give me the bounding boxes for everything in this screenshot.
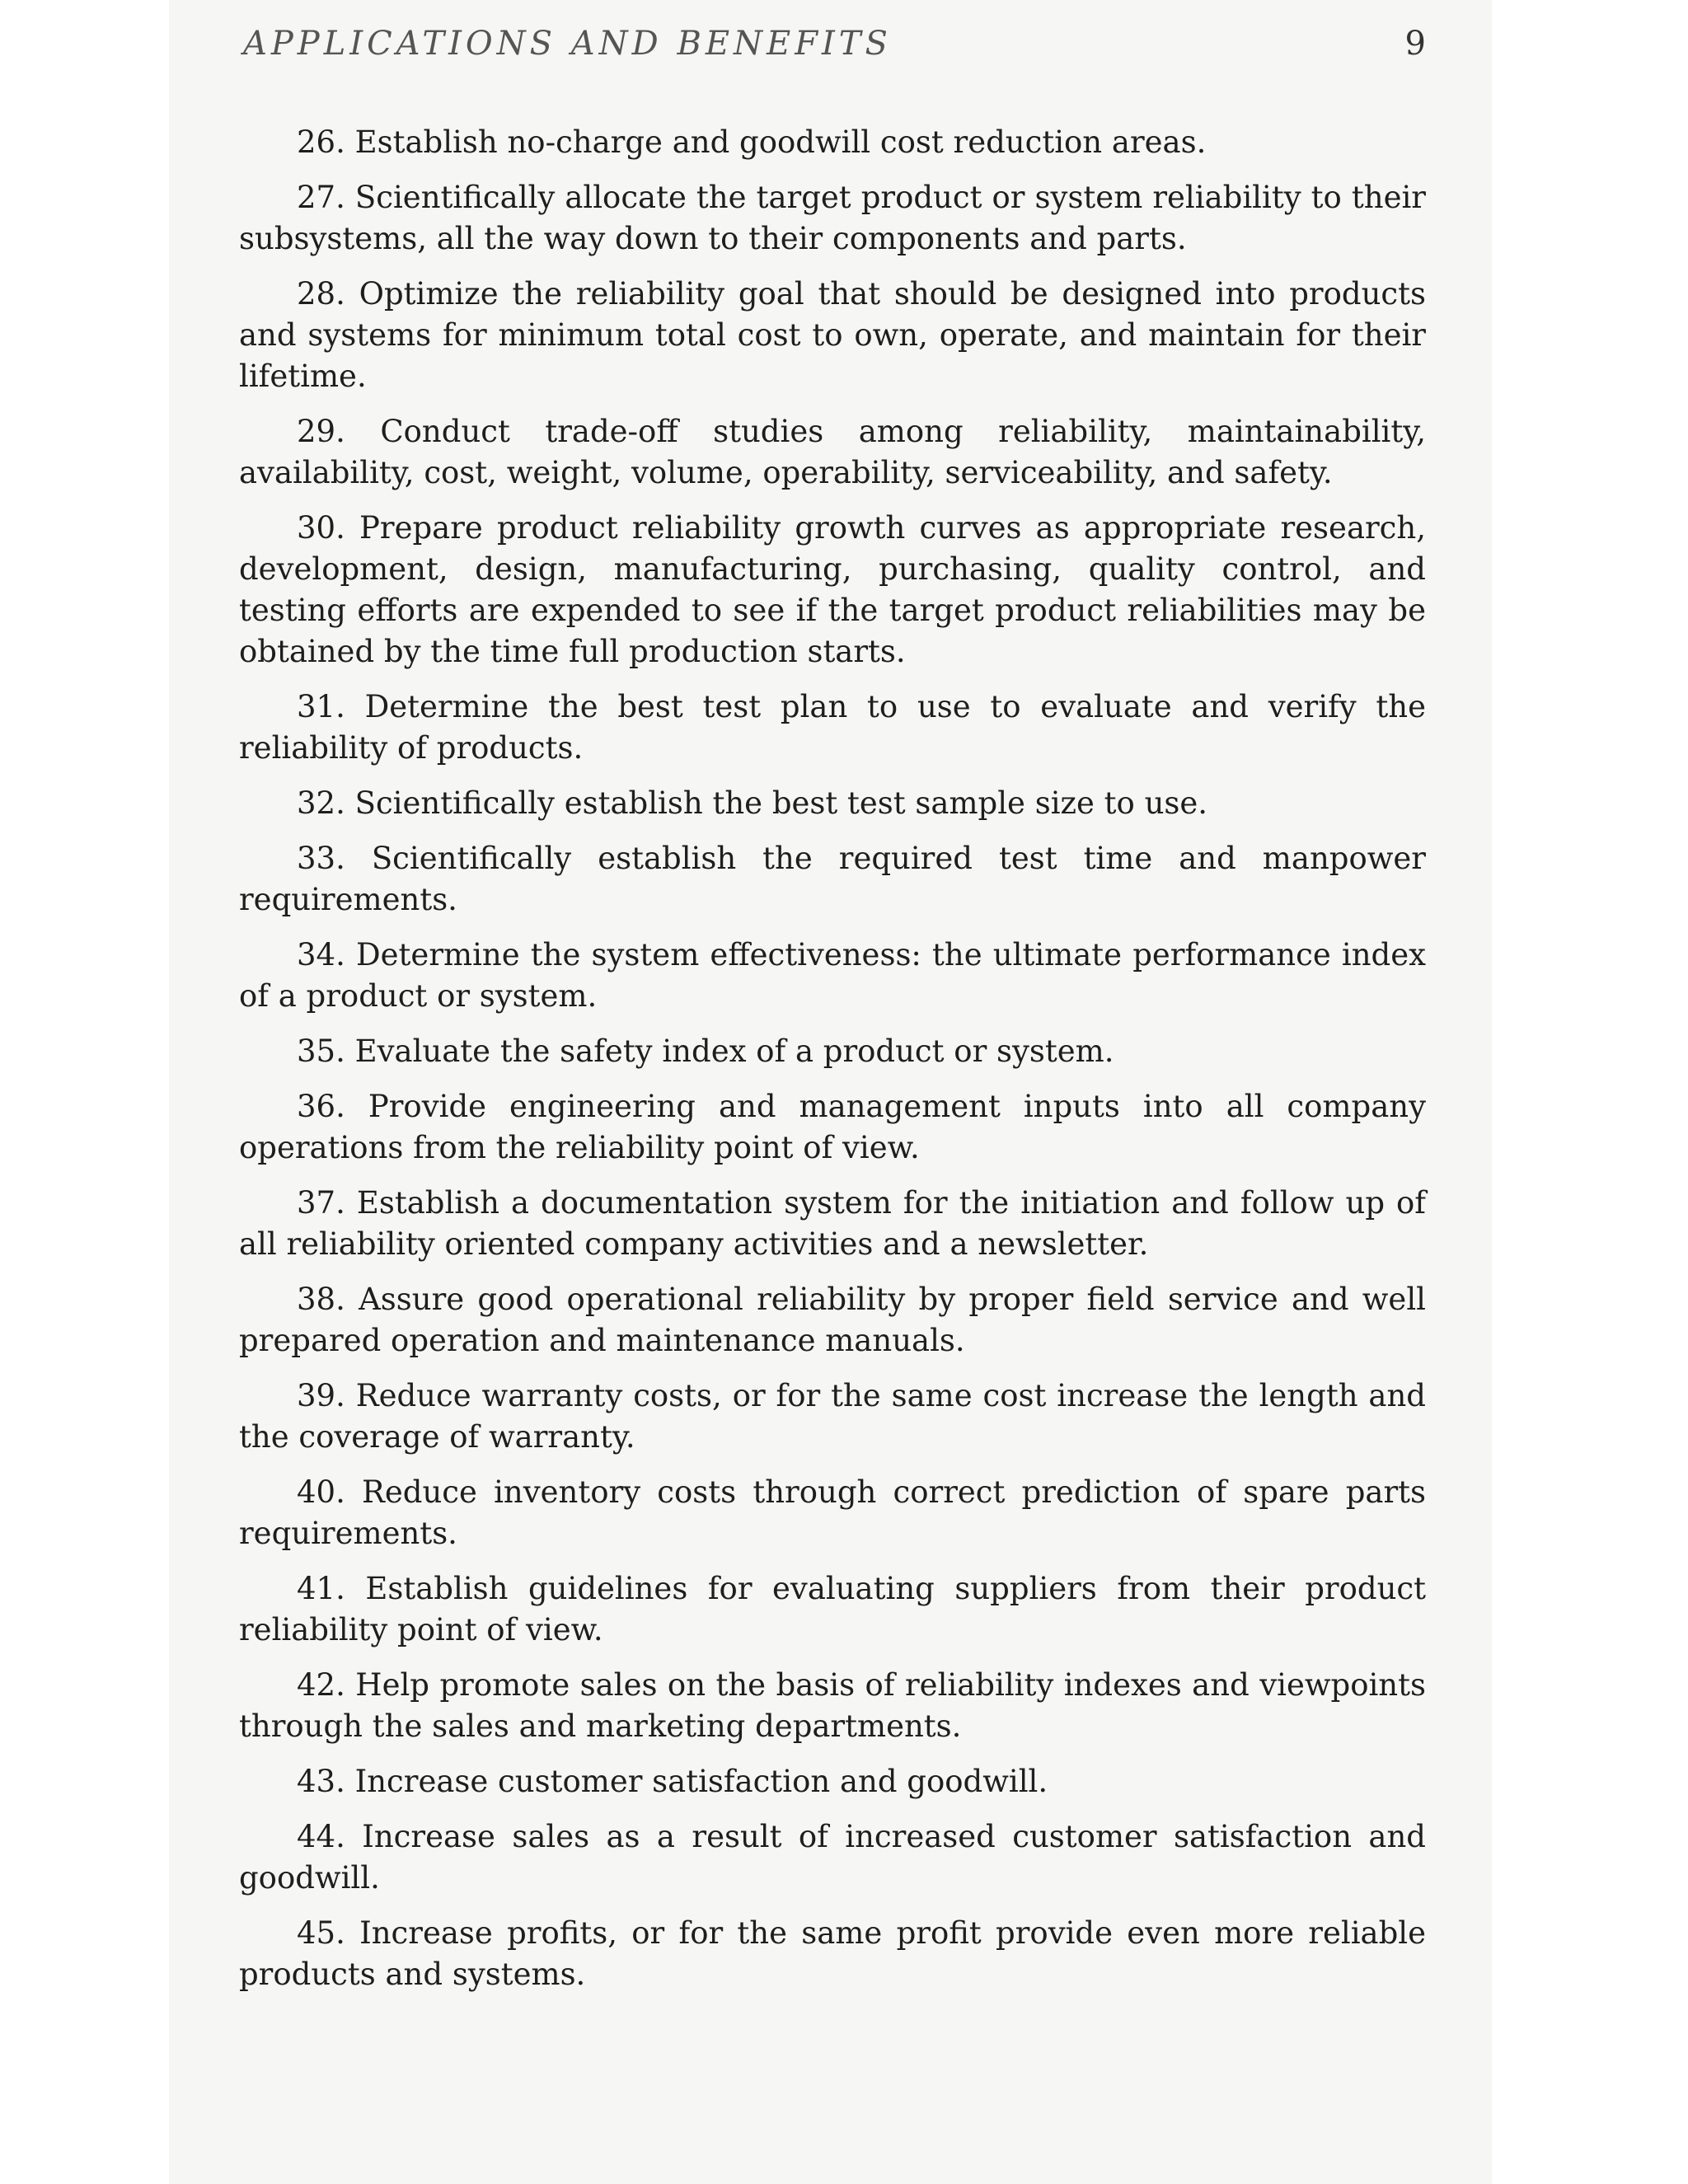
list-item-37: 37. Establish a documentation system for the initiation and follow up of all reliability oriented company activities and a newsletter. bbox=[239, 1185, 1426, 1262]
list-item-32: 32. Scientifically establish the best test sample size to use. bbox=[297, 785, 1208, 821]
running-head: APPLICATIONS AND BENEFITS bbox=[243, 25, 892, 63]
list-item-38: 38. Assure good operational reliability by proper field service and well prepared operation and maintenance manuals. bbox=[239, 1282, 1426, 1358]
list-item-41: 41. Establish guidelines for evaluating suppliers from their product reliability point of view. bbox=[239, 1571, 1426, 1647]
page-number: 9 bbox=[1404, 25, 1426, 63]
page-header bbox=[243, 25, 1426, 74]
numbered-list bbox=[239, 122, 1426, 2009]
list-item-35: 35. Evaluate the safety index of a product or system. bbox=[297, 1033, 1114, 1069]
list-item-40: 40. Reduce inventory costs through correct prediction of spare parts requirements. bbox=[239, 1474, 1426, 1551]
list-item-31: 31. Determine the best test plan to use to evaluate and verify the reliability of products. bbox=[239, 689, 1426, 766]
list-item-43: 43. Increase customer satisfaction and goodwill. bbox=[297, 1764, 1048, 1799]
list-item-30: 30. Prepare product reliability growth curves as appropriate research, development, design, manufacturing, purchasing, quality control, and testing efforts are expended to see if the target product reliabilities may be obtained by the time full production starts. bbox=[239, 510, 1426, 669]
list-item-45: 45. Increase profits, or for the same profit provide even more reliable products and systems. bbox=[239, 1915, 1426, 1992]
list-item-36: 36. Provide engineering and management inputs into all company operations from the reliability point of view. bbox=[239, 1089, 1426, 1165]
list-item-34: 34. Determine the system effectiveness: the ultimate performance index of a product or system. bbox=[239, 937, 1426, 1014]
list-item-28: 28. Optimize the reliability goal that should be designed into products and systems for minimum total cost to own, operate, and maintain for their lifetime. bbox=[239, 276, 1426, 394]
list-item-33: 33. Scientifically establish the required test time and manpower requirements. bbox=[239, 841, 1426, 917]
list-item-27: 27. Scientifically allocate the target product or system reliability to their subsystems, all the way down to their components and parts. bbox=[239, 180, 1426, 256]
list-item-42: 42. Help promote sales on the basis of reliability indexes and viewpoints through the sales and marketing departments. bbox=[239, 1667, 1426, 1744]
list-item-29: 29. Conduct trade-off studies among reliability, maintainability, availability, cost, weight, volume, operability, serviceability, and safety. bbox=[239, 414, 1426, 490]
list-item-39: 39. Reduce warranty costs, or for the same cost increase the length and the coverage of warranty. bbox=[239, 1378, 1426, 1455]
list-item-44: 44. Increase sales as a result of increased customer satisfaction and goodwill. bbox=[239, 1819, 1426, 1896]
list-item-26: 26. Establish no-charge and goodwill cost reduction areas. bbox=[297, 124, 1207, 160]
